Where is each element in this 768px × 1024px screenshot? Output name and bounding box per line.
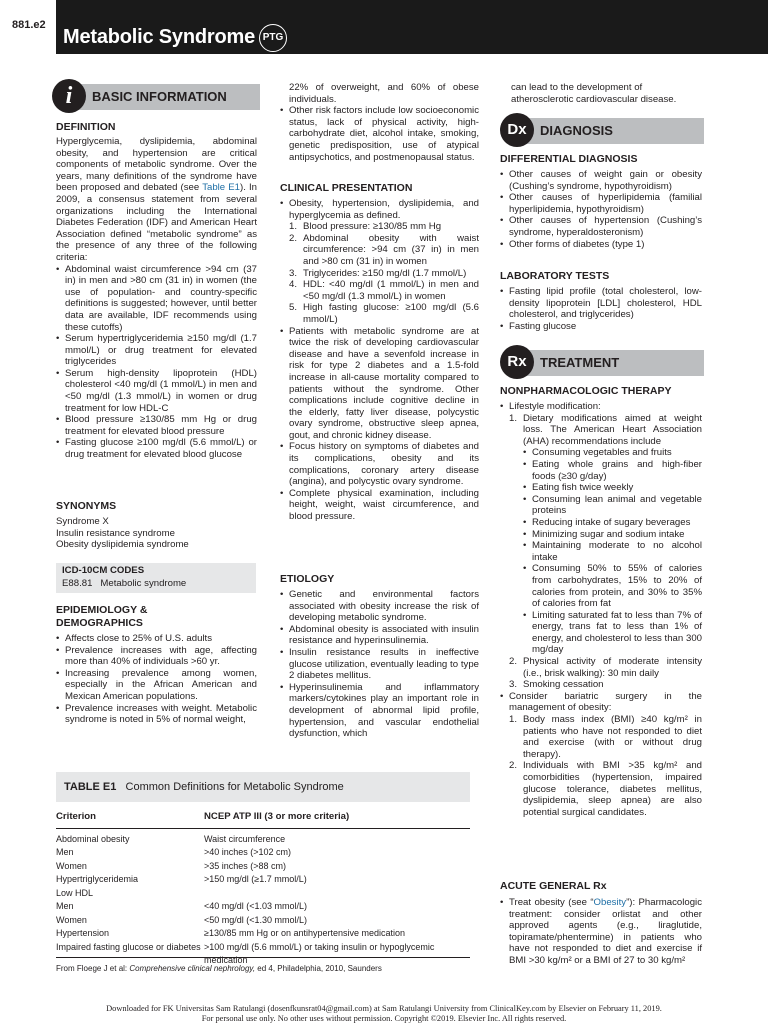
risk-factor-list bbox=[280, 105, 479, 163]
list-item: 2. Individuals with BMI >35 kg/m² and comorbidities (hypertension, impaired glucose tolerance, diabetes mellitus, dyslipidemia, sleep apnea) are also potential surgical candidates. bbox=[509, 760, 702, 818]
column-3-top bbox=[500, 82, 702, 105]
banner-label: DIAGNOSIS bbox=[540, 123, 613, 138]
table-row: Abdominal obesity Waist circumference bbox=[56, 833, 286, 844]
list-item: • Patients with metabolic syndrome are at twice the risk of developing cardiovascular disease and have a sevenfold increase in risk for type 2 diabetes and a 1.5-fold increase in all-cause mortality compared to patients without the syndrome. Other complications include cognitive decline in the elderly, fatty liver disease, polycystic ovary syndrome, obstructive sleep apnea, gout, and chronic kidney disease. bbox=[280, 326, 479, 442]
list-item: • Obesity, hypertension, dyslipidemia, and hyperglycemia as defined. 1. Blood pressure: ≥130/85 mm Hg 2. Abdominal obesity with waist circumference: >94 cm (37 in) in men and >80 cm (31 in) in women 3. Triglycerides: ≥150 mg/dl (1.7 mmol/L) 4. HDL: <40 mg/dl (1 mmol/L) in men and <50 mg/dl (1.3 mmol/L) in women 5. High fasting glucose: ≥100 mg/dl (5.6 mmol/L) bbox=[280, 198, 479, 326]
table-row: Men <40 mg/dl (<1.03 mmol/L) bbox=[56, 901, 308, 911]
table-source: From Floege J et al: Comprehensive clinical nephrology, ed 4, Philadelphia, 2010, Saunders bbox=[56, 964, 382, 973]
bariatric-list bbox=[509, 714, 702, 818]
acute-general-rx-section bbox=[500, 880, 702, 967]
list-item: • Consuming lean animal and vegetable proteins bbox=[523, 494, 702, 517]
synonym-item: Syndrome X bbox=[56, 516, 109, 527]
table-row: Hypertriglyceridemia >150 mg/dl (≥1.7 mmol/L) bbox=[56, 874, 307, 884]
rx-icon: Rx bbox=[500, 345, 534, 379]
list-item: • Affects close to 25% of U.S. adults bbox=[56, 633, 257, 645]
definition-text: Hyperglycemia, dyslipidemia, abdominal obesity, and hypertension are critical components of metabolic syndrome. Over the years, many definitions of the syndrome have been proposed and debated (see Table E1). In 2009, a consensus statement from several organizations including the International Diabetes Federation (IDF) and American Heart Association defined “metabolic syndrome” as the presence of any three of the following criteria: bbox=[56, 136, 257, 263]
demographics-heading: DEMOGRAPHICS bbox=[56, 617, 143, 629]
icd-description: Metabolic syndrome bbox=[100, 578, 187, 589]
list-item: • Minimizing sugar and sodium intake bbox=[523, 529, 702, 541]
list-item: 1. Blood pressure: ≥130/85 mm Hg bbox=[289, 221, 442, 233]
list-item: • Complete physical examination, including height, weight, waist circumference, and blood pressure. bbox=[280, 488, 479, 523]
table-row: Hypertension ≥130/85 mm Hg or on antihypertensive medication bbox=[56, 928, 406, 938]
icd-heading: ICD-10CM CODES bbox=[62, 565, 145, 576]
laboratory-list bbox=[500, 286, 702, 332]
clinical-presentation-section bbox=[280, 182, 479, 523]
criteria-numbered-list bbox=[289, 221, 479, 325]
column-header: Criterion bbox=[56, 811, 96, 822]
page-header bbox=[0, 0, 768, 54]
banner-label: TREATMENT bbox=[540, 355, 620, 370]
list-item: 2. Abdominal obesity with waist circumference: >94 cm (37 in) in men and >80 cm (31 in) in women bbox=[289, 232, 479, 267]
dx-icon: Dx bbox=[500, 113, 534, 147]
list-item: • Lifestyle modification: 1. Dietary modifications aimed at weight loss. The American Heart Association (AHA) recommendations include • Consuming vegetables and fruits • Eating whole grains and high-fiber foods (≥30 g/day) • Eating fish twice weekly • Consuming lean animal and vegetable proteins • Reducing intake of sugary beverages • Minimizing sugar and sodium intake • Maintaining moderate to no alcohol intake • Consuming 50% to 55% of calories from carbohydrates, 15% to 20% of calories from protein, and 30% to 35% of calories from fat • Limiting saturated fat to less than 7% of energy, trans fat to less than 1% of energy, and cholesterol to less than 300 mg/day 2. Physical activity of moderate intensity (i.e., brisk walking): 30 min daily 3. Smoking cessation bbox=[500, 401, 702, 691]
list-item: • Consuming 50% to 55% of calories from carbohydrates, 15% to 20% of calories from protein, and 30% to 35% of calories from fat bbox=[523, 563, 702, 609]
clinical-list bbox=[280, 198, 479, 523]
list-item: • Maintaining moderate to no alcohol intake bbox=[523, 540, 702, 563]
list-item: • Focus history on symptoms of diabetes and its complications, obesity and its complications, coronary artery disease (angina), and polycystic ovary syndrome. bbox=[280, 441, 479, 487]
diet-list bbox=[523, 447, 702, 656]
list-item: • Other causes of hyperlipidemia (familial hyperlipidemia, hypothyroidism) bbox=[500, 192, 702, 215]
list-item: • Reducing intake of sugary beverages bbox=[523, 517, 702, 529]
criteria-list bbox=[56, 264, 257, 461]
list-item: 1. Dietary modifications aimed at weight loss. The American Heart Association (AHA) recommendations include • Consuming vegetables and fruits • Eating whole grains and high-fiber foods (≥30 g/day) • Eating fish twice weekly • Consuming lean animal and vegetable proteins • Reducing intake of sugary beverages • Minimizing sugar and sodium intake • Maintaining moderate to no alcohol intake • Consuming 50% to 55% of calories from carbohydrates, 15% to 20% of calories from protein, and 30% to 35% of calories from fat • Limiting saturated fat to less than 7% of energy, trans fat to less than 1% of energy, and cholesterol to less than 300 mg/day bbox=[509, 413, 702, 656]
lifestyle-list bbox=[509, 413, 702, 691]
list-item: 2. Physical activity of moderate intensity (i.e., brisk walking): 30 min daily bbox=[509, 656, 702, 679]
synonym-item: Obesity dyslipidemia syndrome bbox=[56, 539, 189, 551]
nonpharmacologic-list bbox=[500, 401, 702, 818]
list-item: • Eating whole grains and high-fiber foods (≥30 g/day) bbox=[523, 459, 702, 482]
differential-list bbox=[500, 169, 702, 250]
list-item: • Prevalence increases with age, affecting more than 40% of individuals >60 yr. bbox=[56, 645, 257, 668]
icd-entry bbox=[62, 578, 186, 589]
column-header: NCEP ATP III (3 or more criteria) bbox=[204, 811, 350, 822]
list-item: • Blood pressure ≥130/85 mm Hg or drug treatment for elevated blood pressure bbox=[56, 414, 257, 437]
etiology-heading: ETIOLOGY bbox=[280, 573, 335, 585]
list-item: • Hyperinsulinemia and inflammatory markers/cytokines play an important role in development of abnormal lipid profile, hypertension, and vascular endothelial dysfunction, which bbox=[280, 682, 479, 740]
column-2-top bbox=[280, 82, 479, 163]
list-item: • Serum high-density lipoprotein (HDL) cholesterol <40 mg/dl (1 mmol/L) in men and <50 mg/dl (1.3 mmol/L) in women or drug treatment for low HDL-C bbox=[56, 368, 257, 414]
etiology-list bbox=[280, 589, 479, 740]
epidemiology-list bbox=[56, 633, 257, 726]
list-item: • Genetic and environmental factors associated with obesity increase the risk of developing metabolic syndrome. bbox=[280, 589, 479, 624]
list-item: • Other forms of diabetes (type 1) bbox=[500, 239, 702, 251]
list-item: • Treat obesity (see “Obesity”): Pharmacologic treatment: consider orlistat and other approved agents (e.g., liraglutide, topiramate/phentermine) in patients who have not responded to diet and exercise if BMI >30 kg/m² or a BMI of 27 to 30 kg/m² bbox=[500, 897, 702, 967]
list-item: • Prevalence increases with weight. Metabolic syndrome is noted in 5% of normal weight, bbox=[56, 703, 257, 726]
table-e1-link[interactable]: Table E1 bbox=[202, 182, 240, 194]
page-title: Metabolic Syndrome bbox=[63, 26, 255, 48]
list-item: • Fasting glucose bbox=[500, 321, 702, 333]
page-number: 881.e2 bbox=[12, 19, 46, 31]
list-item: • Limiting saturated fat to less than 7% of energy, trans fat to less than 1% of energy, and cholesterol to less than 300 mg/day bbox=[523, 610, 702, 656]
diagnosis-banner bbox=[508, 118, 704, 144]
list-item: • Consuming vegetables and fruits bbox=[523, 447, 702, 459]
footer-line: For personal use only. No other uses without permission. Copyright ©2019. Elsevier Inc. All rights reserved. bbox=[201, 1014, 567, 1023]
list-item: • Increasing prevalence among women, especially in the African American and Mexican American populations. bbox=[56, 668, 257, 703]
list-item: 5. High fasting glucose: ≥100 mg/dl (5.6 mmol/L) bbox=[289, 302, 479, 325]
differential-heading: DIFFERENTIAL DIAGNOSIS bbox=[500, 153, 638, 165]
acute-rx-heading: ACUTE GENERAL Rx bbox=[500, 880, 607, 892]
treatment-banner bbox=[508, 350, 704, 376]
continued-text: 22% of overweight, and 60% of obese individuals. bbox=[289, 82, 479, 105]
list-item: • Other causes of weight gain or obesity (Cushing’s syndrome, hypothyroidism) bbox=[500, 169, 702, 192]
obesity-link[interactable]: Obesity bbox=[593, 897, 627, 908]
epidemiology-heading: EPIDEMIOLOGY & bbox=[56, 604, 148, 616]
table-row: Impaired fasting glucose or diabetes >100 mg/dl (5.6 mmol/L) or taking insulin or hypoglycemic medication bbox=[56, 941, 435, 965]
epidemiology-section bbox=[56, 604, 257, 726]
definition-section bbox=[56, 121, 257, 461]
definition-heading: DEFINITION bbox=[56, 121, 116, 133]
list-item: 3. Triglycerides: ≥150 mg/dl (1.7 mmol/L) bbox=[289, 267, 467, 279]
differential-diagnosis-section bbox=[500, 153, 702, 250]
table-e1 bbox=[56, 772, 470, 974]
footer-line: Downloaded for FK Universitas Sam Ratulangi (dosenfkunsrat04@gmail.com) at Sam Ratulangi University from ClinicalKey.com by Elsevier on February 11, 2019. bbox=[106, 1004, 662, 1013]
table-header-row bbox=[56, 810, 470, 824]
ptg-badge: PTG bbox=[259, 24, 287, 52]
etiology-section bbox=[280, 573, 479, 740]
list-item: • Fasting lipid profile (total cholesterol, low-density lipoprotein [LDL] cholesterol, HDL cholesterol, and triglycerides) bbox=[500, 286, 702, 321]
laboratory-heading: LABORATORY TESTS bbox=[500, 270, 610, 282]
list-item: 4. HDL: <40 mg/dl (1 mmol/L) in men and <50 mg/dl (1.3 mmol/L) in women bbox=[289, 279, 479, 302]
list-item: • Serum hypertriglyceridemia ≥150 mg/dl (1.7 mmol/L) or drug treatment for elevated triglycerides bbox=[56, 333, 257, 368]
list-item: • Insulin resistance results in ineffective glucose utilization, eventually leading to type 2 diabetes mellitus. bbox=[280, 647, 479, 682]
list-item: • Abdominal waist circumference >94 cm (37 in) in men and >80 cm (31 in) in women (the use of population- and country-specific definitions is suggested; however, until better data are available, IDF recommends using these cutoffs) bbox=[56, 264, 257, 334]
basic-information-banner bbox=[60, 84, 260, 110]
banner-label: BASIC INFORMATION bbox=[92, 89, 227, 104]
list-item: • Abdominal obesity is associated with insulin resistance and hyperinsulinemia. bbox=[280, 624, 479, 647]
clinical-presentation-heading: CLINICAL PRESENTATION bbox=[280, 182, 413, 194]
list-item: • Eating fish twice weekly bbox=[523, 482, 702, 494]
table-row: Low HDL bbox=[56, 887, 94, 898]
table-row: Women <50 mg/dl (<1.30 mmol/L) bbox=[56, 914, 308, 925]
table-row: Women >35 inches (>88 cm) bbox=[56, 860, 287, 871]
table-title: Common Definitions for Metabolic Syndrome bbox=[125, 781, 344, 793]
laboratory-tests-section bbox=[500, 270, 702, 332]
table-caption bbox=[56, 772, 470, 802]
list-item: 1. Body mass index (BMI) ≥40 kg/m² in patients who have not responded to diet and exercise (with or without drug therapy). bbox=[509, 714, 702, 760]
nonpharmacologic-heading: NONPHARMACOLOGIC THERAPY bbox=[500, 385, 672, 397]
continued-text: can lead to the development of atherosclerotic cardiovascular disease. bbox=[511, 82, 677, 105]
list-item: • Other risk factors include low socioeconomic status, lack of physical activity, high-carbohydrate diet, alcohol intake, smoking, genetic predisposition, use of atypical antipsychotics, and postmenopausal status. bbox=[280, 105, 479, 163]
info-icon: i bbox=[52, 79, 86, 113]
synonyms-section bbox=[56, 500, 257, 551]
acute-rx-list bbox=[500, 897, 702, 967]
table-label: TABLE E1 bbox=[64, 781, 117, 793]
nonpharmacologic-section bbox=[500, 385, 702, 818]
synonyms-heading: SYNONYMS bbox=[56, 500, 117, 512]
list-item: 3. Smoking cessation bbox=[509, 679, 604, 691]
synonym-item: Insulin resistance syndrome bbox=[56, 527, 175, 539]
download-footer bbox=[0, 1004, 768, 1024]
list-item: • Other causes of hypertension (Cushing’s syndrome, hyperaldosteronism) bbox=[500, 215, 702, 238]
list-item: • Fasting glucose ≥100 mg/dl (5.6 mmol/L) or drug treatment for elevated blood glucose bbox=[56, 437, 257, 460]
icd-codes-box bbox=[56, 563, 256, 593]
icd-code: E88.81 bbox=[62, 578, 93, 589]
table-row: Men >40 inches (>102 cm) bbox=[56, 847, 292, 857]
list-item: • Consider bariatric surgery in the management of obesity: 1. Body mass index (BMI) ≥40 kg/m² in patients who have not responded to diet and exercise (with or without drug therapy). 2. Individuals with BMI >35 kg/m² and comorbidities (hypertension, impaired glucose tolerance, diabetes mellitus, dyslipidemia, sleep apnea) are also potential surgical candidates. bbox=[500, 691, 702, 819]
